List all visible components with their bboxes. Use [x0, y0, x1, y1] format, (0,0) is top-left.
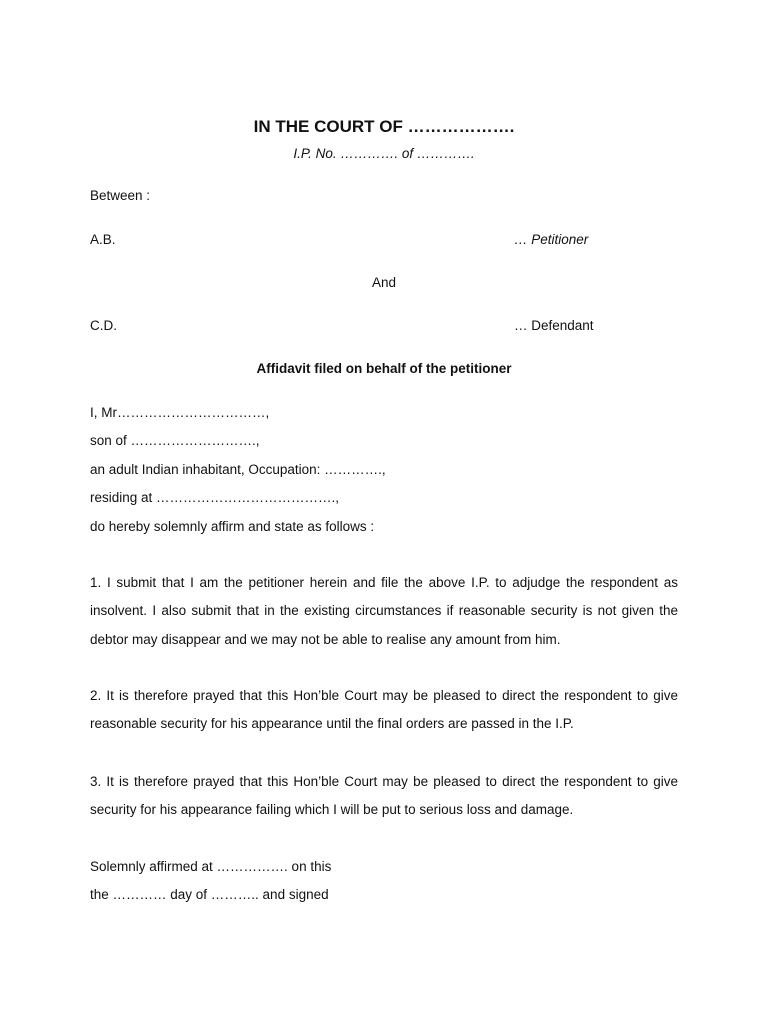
affidavit-heading: Affidavit filed on behalf of the petitioner	[256, 361, 512, 376]
party-cd: C.D.	[90, 318, 117, 333]
paragraph-2: 2. It is therefore prayed that this Hon’ble Court may be pleased to direct the respondent to give reasonable security for his appearance until the final orders are passed in the I.P.	[90, 688, 678, 732]
ip-number-line: I.P. No. …………. of ………….	[293, 146, 475, 161]
and-label: And	[371, 275, 397, 290]
court-title: IN THE COURT OF ……………….	[253, 117, 515, 136]
between-label: Between :	[90, 188, 151, 203]
deponent-name-line: I, Mr……………………………,	[90, 405, 270, 420]
deponent-occupation-line: an adult Indian inhabitant, Occupation: ………….,	[90, 462, 386, 477]
deponent-residence-line: residing at ………………………………….,	[90, 490, 340, 505]
party-ab-role: … Petitioner	[514, 232, 589, 247]
affirmation-line: do hereby solemnly affirm and state as follows :	[90, 519, 375, 534]
paragraph-3: 3. It is therefore prayed that this Hon’ble Court may be pleased to direct the respondent to give security for his appearance failing which I will be put to serious loss and damage.	[90, 774, 678, 818]
paragraph-1: 1. I submit that I am the petitioner herein and file the above I.P. to adjudge the respondent as insolvent. I also submit that in the existing circumstances if reasonable security is not given the debtor may disappear and we may not be able to realise any amount from him.	[90, 575, 678, 647]
party-cd-role: … Defendant	[514, 318, 594, 333]
deponent-parent-line: son of ……………………….,	[90, 433, 260, 448]
closing-line-1: Solemnly affirmed at ……………. on this	[90, 859, 332, 874]
closing-line-2: the ………… day of ……….. and signed	[90, 887, 329, 902]
party-ab: A.B.	[90, 232, 116, 247]
